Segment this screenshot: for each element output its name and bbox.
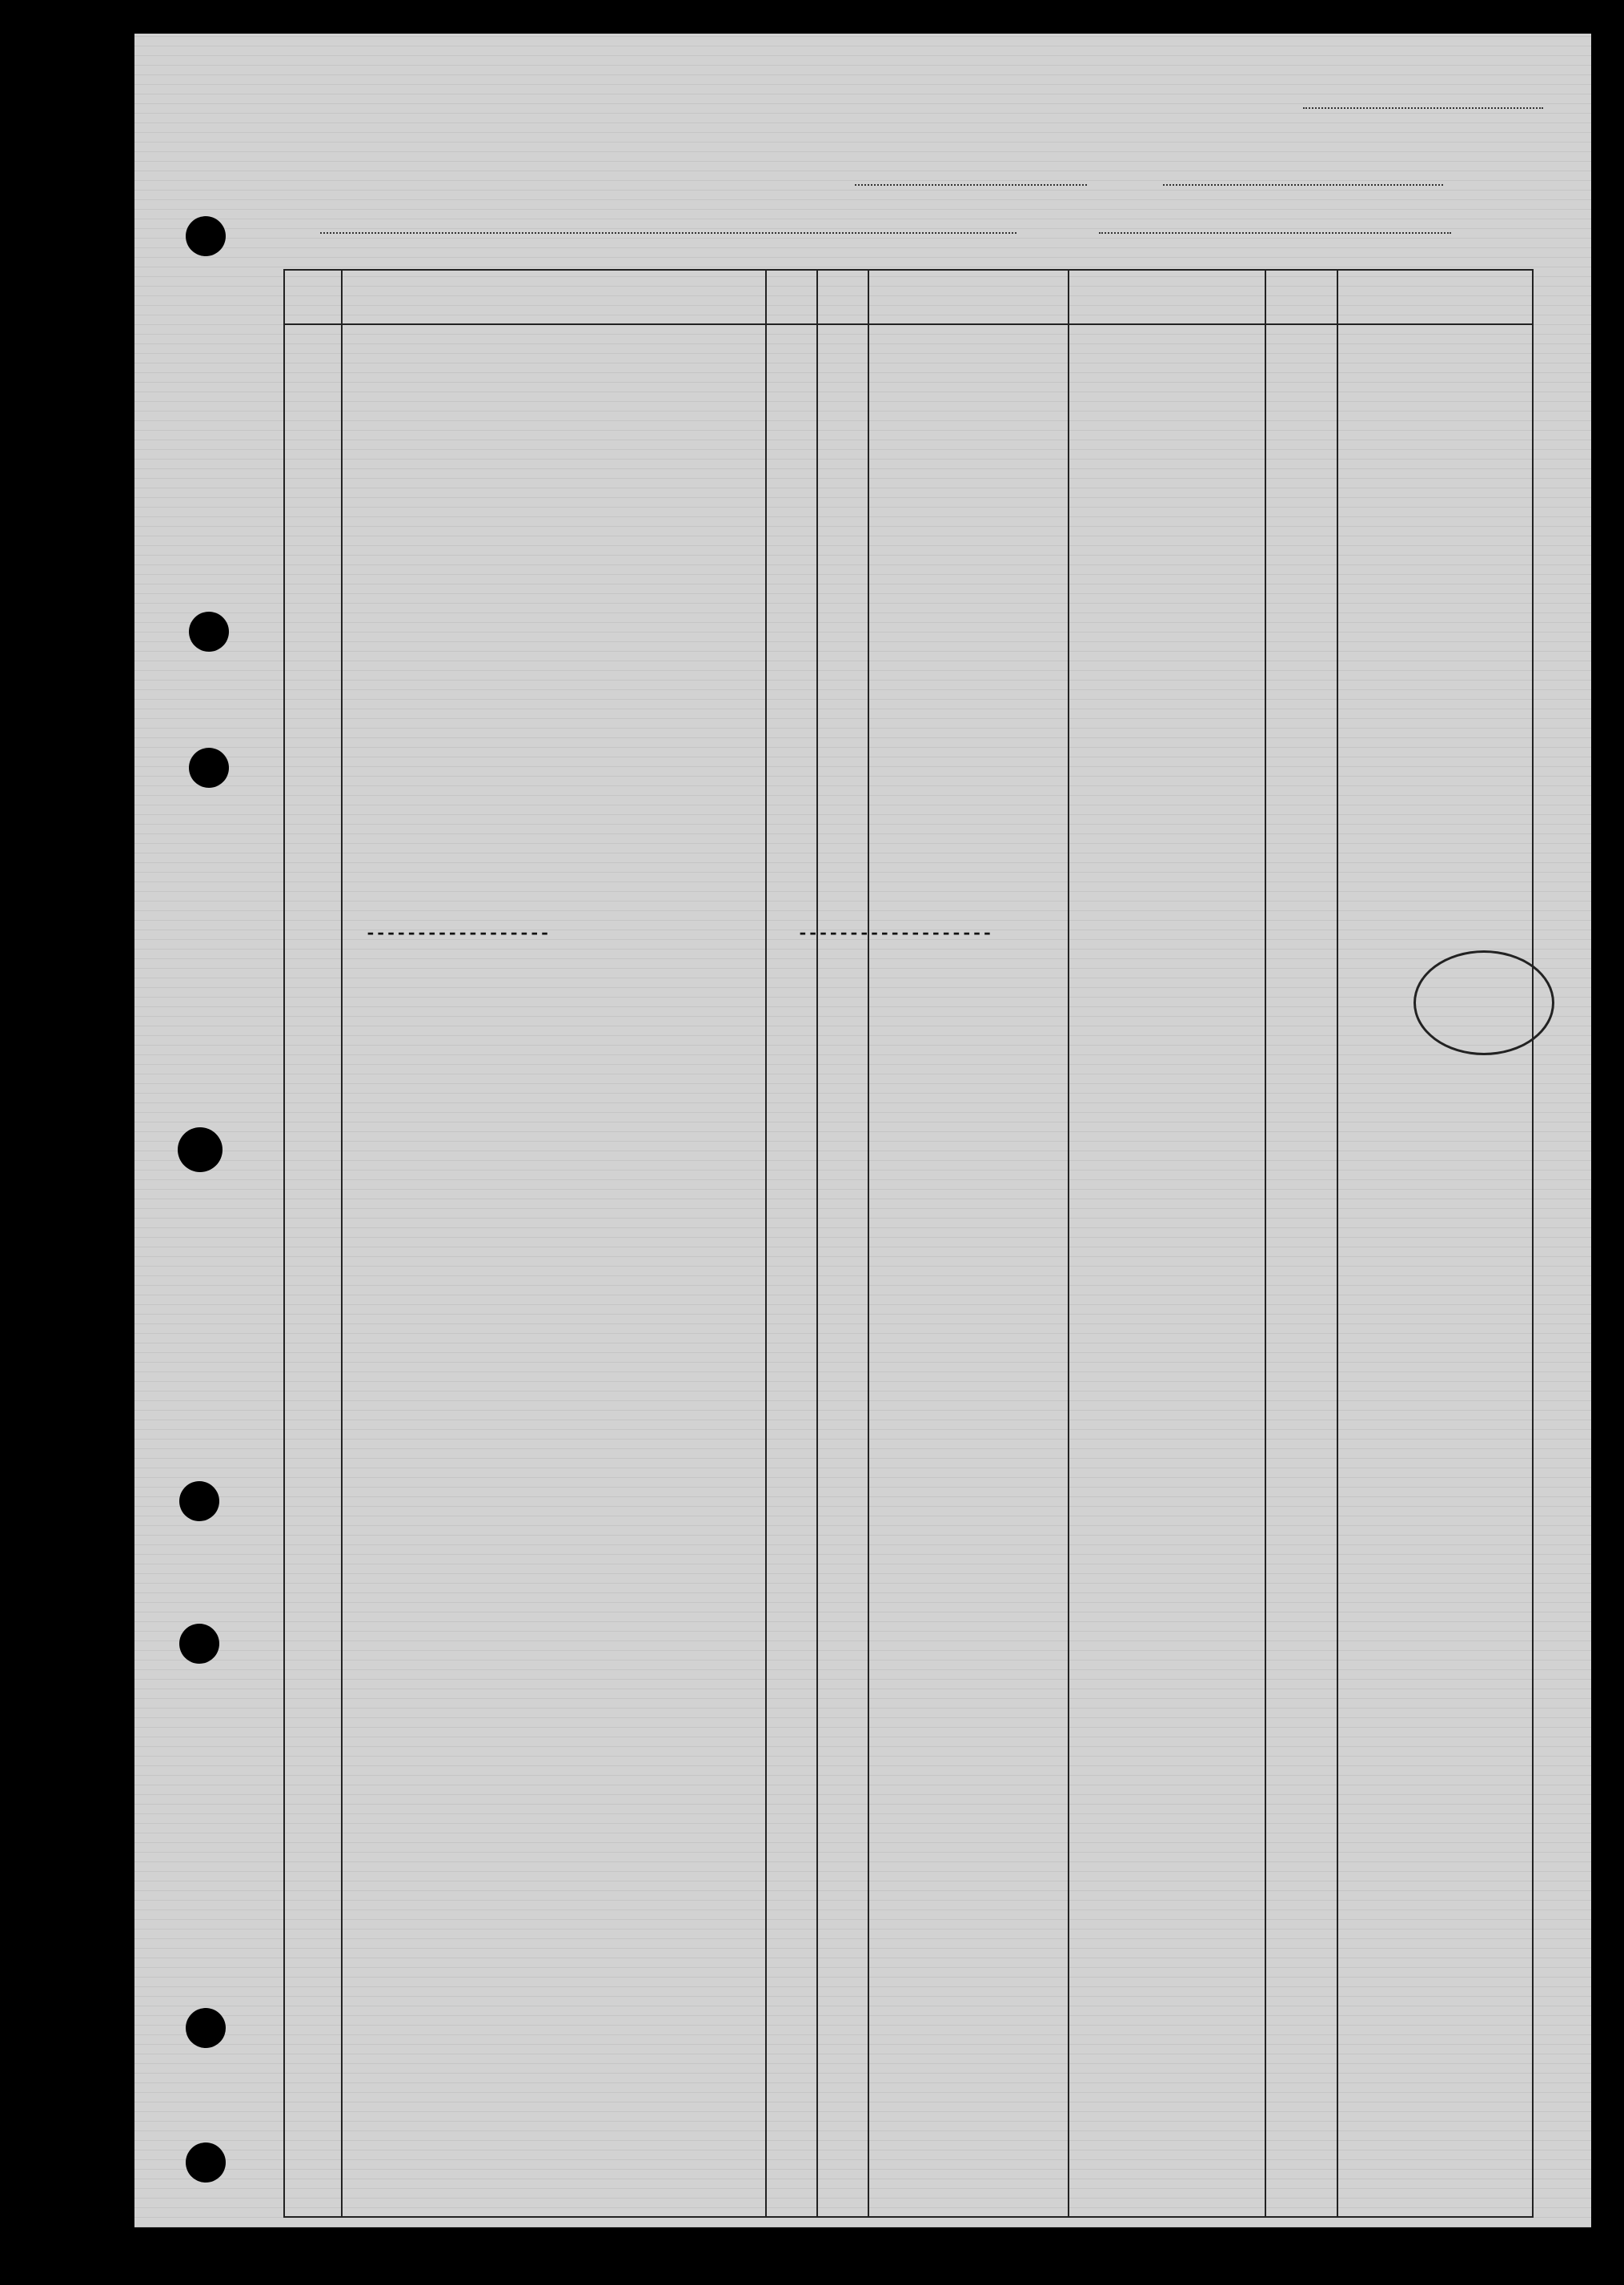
circled-stamp xyxy=(1413,950,1554,1055)
punch-hole xyxy=(179,1624,219,1664)
closed-dashes-right: ------------------- xyxy=(797,923,992,944)
punch-hole xyxy=(186,216,226,256)
punch-hole xyxy=(186,2142,226,2183)
punch-hole xyxy=(186,2008,226,2048)
manifest-page xyxy=(134,34,1591,2227)
passenger-table xyxy=(283,269,1534,2218)
punch-hole xyxy=(179,1481,219,1521)
punch-hole xyxy=(189,612,229,652)
manifest-no-line xyxy=(1303,107,1543,109)
punch-hole xyxy=(189,748,229,788)
punch-hole xyxy=(178,1127,223,1172)
closed-dashes-left: ------------------ xyxy=(365,923,550,944)
